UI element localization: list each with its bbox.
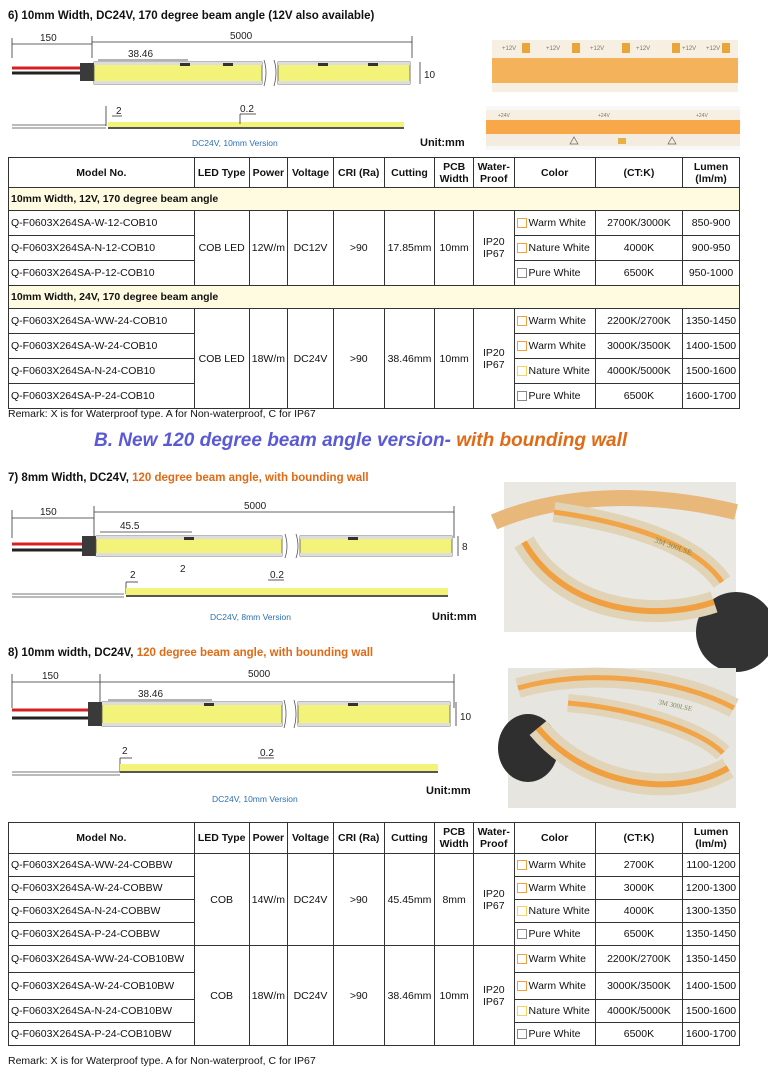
spec-table-1 xyxy=(8,157,740,409)
col-header: Power xyxy=(249,158,288,188)
dim-150: 150 xyxy=(40,33,57,44)
pcb-cell: 8mm xyxy=(435,854,474,946)
col-header: (CT:K) xyxy=(595,823,682,854)
table-row xyxy=(9,854,740,877)
svg-text:+24V: +24V xyxy=(696,113,708,119)
model-cell: Q-F0603X264SA-P-24-COB10 xyxy=(9,384,195,409)
model-cell: Q-F0603X264SA-N-24-COB10BW xyxy=(9,1000,195,1023)
col-header: Cutting xyxy=(384,823,435,854)
dim-2b: 2 xyxy=(180,564,186,575)
model-cell: Q-F0603X264SA-W-24-COBBW xyxy=(9,877,195,900)
reel-icon xyxy=(508,668,736,808)
col-header: CRI (Ra) xyxy=(333,823,384,854)
col-header: LED Type xyxy=(194,823,249,854)
reel-photo-8mm xyxy=(504,482,736,632)
ct-cell: 4000K xyxy=(595,900,682,923)
col-header: Color xyxy=(514,158,595,188)
group-title: 10mm Width, 12V, 170 degree beam angle xyxy=(9,188,740,211)
caption-8: DC24V, 10mm Version xyxy=(212,794,298,804)
col-header: Voltage xyxy=(288,823,334,854)
power-cell: 18W/m xyxy=(249,946,288,1046)
dim-5000: 5000 xyxy=(244,501,267,512)
reel-photo-10mm xyxy=(508,668,736,808)
lumen-cell: 1200-1300 xyxy=(683,877,740,900)
table-header-row xyxy=(9,158,740,188)
dim-2: 2 xyxy=(130,570,136,581)
spec-table-2 xyxy=(8,822,740,1046)
color-cell: Pure White xyxy=(514,261,595,286)
lumen-cell: 1500-1600 xyxy=(683,1000,740,1023)
cri-cell: >90 xyxy=(333,211,384,286)
col-header: PCB Width xyxy=(435,823,474,854)
color-swatch-icon xyxy=(517,860,527,870)
svg-text:+12V: +12V xyxy=(682,46,697,52)
remark-1: Remark: X is for Waterproof type. A for Non-waterproof, C for IP67 xyxy=(8,408,316,420)
color-swatch-icon xyxy=(517,981,527,991)
ct-cell: 3000K/3500K xyxy=(595,973,682,1000)
dim-2: 2 xyxy=(116,106,122,117)
unit-7: Unit:mm xyxy=(432,611,477,623)
col-header: CRI (Ra) xyxy=(333,158,384,188)
model-cell: Q-F0603X264SA-WW-24-COB10 xyxy=(9,309,195,334)
dim-38-46: 38.46 xyxy=(128,49,154,60)
dim-10: 10 xyxy=(424,70,436,81)
svg-text:3M 300LSE: 3M 300LSE xyxy=(653,535,694,558)
remark-2: Remark: X is for Waterproof type. A for Non-waterproof, C for IP67 xyxy=(8,1055,316,1067)
pcb-cell: 10mm xyxy=(435,309,474,409)
color-cell: Warm White xyxy=(514,854,595,877)
voltage-cell: DC24V xyxy=(288,309,334,409)
svg-text:3M 300LSE: 3M 300LSE xyxy=(657,698,693,714)
power-cell: 12W/m xyxy=(249,211,288,286)
waterproof-cell: IP20 IP67 xyxy=(473,946,514,1046)
ct-cell: 6500K xyxy=(595,261,682,286)
table-row xyxy=(9,309,740,334)
waterproof-cell: IP20 IP67 xyxy=(473,211,514,286)
model-cell: Q-F0603X264SA-N-24-COB10 xyxy=(9,359,195,384)
strip-diagram-6 xyxy=(8,28,465,153)
dim-10: 10 xyxy=(460,712,472,723)
color-swatch-icon xyxy=(517,883,527,893)
color-cell: Nature White xyxy=(514,900,595,923)
svg-text:+12V: +12V xyxy=(636,46,651,52)
color-cell: Warm White xyxy=(514,309,595,334)
svg-text:+24V: +24V xyxy=(498,113,510,119)
led-type-cell: COB LED xyxy=(194,309,249,409)
cutting-cell: 38.46mm xyxy=(384,309,435,409)
dim-5000: 5000 xyxy=(230,31,253,42)
dim-5000: 5000 xyxy=(248,669,271,680)
voltage-cell: DC24V xyxy=(288,854,334,946)
model-cell: Q-F0603X264SA-P-24-COBBW xyxy=(9,923,195,946)
ct-cell: 4000K xyxy=(595,236,682,261)
lumen-cell: 1600-1700 xyxy=(683,1023,740,1046)
strip-diagram-7 xyxy=(8,498,498,628)
model-cell: Q-F0603X264SA-W-12-COB10 xyxy=(9,211,195,236)
col-header: (CT:K) xyxy=(595,158,682,188)
power-cell: 18W/m xyxy=(249,309,288,409)
cutting-cell: 45.45mm xyxy=(384,854,435,946)
color-swatch-icon xyxy=(517,391,527,401)
model-cell: Q-F0603X264SA-N-12-COB10 xyxy=(9,236,195,261)
col-header: Water-Proof xyxy=(473,823,514,854)
voltage-cell: DC12V xyxy=(288,211,334,286)
color-swatch-icon xyxy=(517,316,527,326)
lumen-cell: 1500-1600 xyxy=(683,359,740,384)
col-header: Color xyxy=(514,823,595,854)
color-swatch-icon xyxy=(517,243,527,253)
col-header: Lumen (lm/m) xyxy=(683,823,740,854)
col-header: Lumen (lm/m) xyxy=(683,158,740,188)
col-header: Water-Proof xyxy=(473,158,514,188)
dim-38-46: 38.46 xyxy=(138,689,164,700)
pcb-cell: 10mm xyxy=(435,946,474,1046)
color-swatch-icon xyxy=(517,929,527,939)
svg-text:+12V: +12V xyxy=(590,46,605,52)
lumen-cell: 1350-1450 xyxy=(683,923,740,946)
section-6-title: 6) 10mm Width, DC24V, 170 degree beam angle (12V also available) xyxy=(8,10,375,22)
power-cell: 14W/m xyxy=(249,854,288,946)
cri-cell: >90 xyxy=(333,854,384,946)
ct-cell: 6500K xyxy=(595,384,682,409)
svg-text:+24V: +24V xyxy=(598,113,610,119)
color-swatch-icon xyxy=(517,954,527,964)
table-row xyxy=(9,946,740,973)
color-cell: Warm White xyxy=(514,877,595,900)
model-cell: Q-F0603X264SA-P-12-COB10 xyxy=(9,261,195,286)
col-header: Voltage xyxy=(288,158,334,188)
color-cell: Nature White xyxy=(514,359,595,384)
color-cell: Nature White xyxy=(514,236,595,261)
col-header: Power xyxy=(249,823,288,854)
col-header: PCB Width xyxy=(435,158,474,188)
color-swatch-icon xyxy=(517,366,527,376)
color-swatch-icon xyxy=(517,218,527,228)
dim-0-2: 0.2 xyxy=(260,748,274,759)
lumen-cell: 1350-1450 xyxy=(683,946,740,973)
ct-cell: 2200K/2700K xyxy=(595,309,682,334)
model-cell: Q-F0603X264SA-WW-24-COB10BW xyxy=(9,946,195,973)
lumen-cell: 850-900 xyxy=(683,211,740,236)
ct-cell: 6500K xyxy=(595,923,682,946)
dim-0-2: 0.2 xyxy=(270,570,284,581)
lumen-cell: 1350-1450 xyxy=(683,309,740,334)
reel-icon xyxy=(504,482,736,632)
col-header: Cutting xyxy=(384,158,435,188)
cri-cell: >90 xyxy=(333,946,384,1046)
color-cell: Pure White xyxy=(514,923,595,946)
color-swatch-icon xyxy=(517,1029,527,1039)
ct-cell: 4000K/5000K xyxy=(595,359,682,384)
dim-150: 150 xyxy=(40,507,57,518)
color-cell: Warm White xyxy=(514,946,595,973)
svg-text:+12V: +12V xyxy=(706,46,721,52)
dim-150: 150 xyxy=(42,671,59,682)
voltage-cell: DC24V xyxy=(288,946,334,1046)
ct-cell: 2200K/2700K xyxy=(595,946,682,973)
color-cell: Warm White xyxy=(514,334,595,359)
ct-cell: 2700K/3000K xyxy=(595,211,682,236)
color-cell: Pure White xyxy=(514,384,595,409)
color-swatch-icon xyxy=(517,1006,527,1016)
color-cell: Nature White xyxy=(514,1000,595,1023)
caption-6: DC24V, 10mm Version xyxy=(192,138,278,148)
waterproof-cell: IP20 IP67 xyxy=(473,309,514,409)
section-b-title: B. New 120 degree beam angle version- with bounding wall xyxy=(94,430,628,451)
dim-45-5: 45.5 xyxy=(120,521,140,532)
dim-8: 8 xyxy=(462,542,468,553)
col-header: Model No. xyxy=(9,823,195,854)
group-title: 10mm Width, 24V, 170 degree beam angle xyxy=(9,286,740,309)
ct-cell: 2700K xyxy=(595,854,682,877)
cri-cell: >90 xyxy=(333,309,384,409)
cutting-cell: 17.85mm xyxy=(384,211,435,286)
lumen-cell: 900-950 xyxy=(683,236,740,261)
warning-icon xyxy=(486,106,740,150)
model-cell: Q-F0603X264SA-W-24-COB10 xyxy=(9,334,195,359)
ct-cell: 3000K xyxy=(595,877,682,900)
lumen-cell: 1300-1350 xyxy=(683,900,740,923)
dim-0-2: 0.2 xyxy=(240,104,254,115)
color-cell: Pure White xyxy=(514,1023,595,1046)
strip-photo-24v xyxy=(486,106,740,150)
ct-cell: 3000K/3500K xyxy=(595,334,682,359)
pcb-cell: 10mm xyxy=(435,211,474,286)
svg-text:+12V: +12V xyxy=(546,46,561,52)
dim-2: 2 xyxy=(122,746,128,757)
model-cell: Q-F0603X264SA-P-24-COB10BW xyxy=(9,1023,195,1046)
lumen-cell: 1400-1500 xyxy=(683,334,740,359)
model-cell: Q-F0603X264SA-WW-24-COBBW xyxy=(9,854,195,877)
model-cell: Q-F0603X264SA-W-24-COB10BW xyxy=(9,973,195,1000)
waterproof-cell: IP20 IP67 xyxy=(473,854,514,946)
lumen-cell: 1100-1200 xyxy=(683,854,740,877)
unit-8: Unit:mm xyxy=(426,785,471,797)
led-type-cell: COB xyxy=(194,946,249,1046)
color-swatch-icon xyxy=(517,906,527,916)
strip-diagram-8 xyxy=(8,664,498,809)
color-cell: Warm White xyxy=(514,211,595,236)
ct-cell: 4000K/5000K xyxy=(595,1000,682,1023)
table-header-row xyxy=(9,823,740,854)
strip-photo-12v xyxy=(486,36,740,94)
solder-pads-icon xyxy=(486,36,740,94)
section-8-title: 8) 10mm width, DC24V, 120 degree beam angle, with bounding wall xyxy=(8,647,374,659)
col-header: Model No. xyxy=(9,158,195,188)
lumen-cell: 950-1000 xyxy=(683,261,740,286)
color-swatch-icon xyxy=(517,268,527,278)
led-type-cell: COB LED xyxy=(194,211,249,286)
ct-cell: 6500K xyxy=(595,1023,682,1046)
svg-text:+12V: +12V xyxy=(502,46,517,52)
color-swatch-icon xyxy=(517,341,527,351)
table-row xyxy=(9,211,740,236)
model-cell: Q-F0603X264SA-N-24-COBBW xyxy=(9,900,195,923)
col-header: LED Type xyxy=(194,158,249,188)
cutting-cell: 38.46mm xyxy=(384,946,435,1046)
section-7-title: 7) 8mm Width, DC24V, 120 degree beam angle, with bounding wall xyxy=(8,472,369,484)
lumen-cell: 1400-1500 xyxy=(683,973,740,1000)
caption-7: DC24V, 8mm Version xyxy=(210,612,291,622)
lumen-cell: 1600-1700 xyxy=(683,384,740,409)
unit-6: Unit:mm xyxy=(420,137,465,149)
led-type-cell: COB xyxy=(194,854,249,946)
color-cell: Warm White xyxy=(514,973,595,1000)
